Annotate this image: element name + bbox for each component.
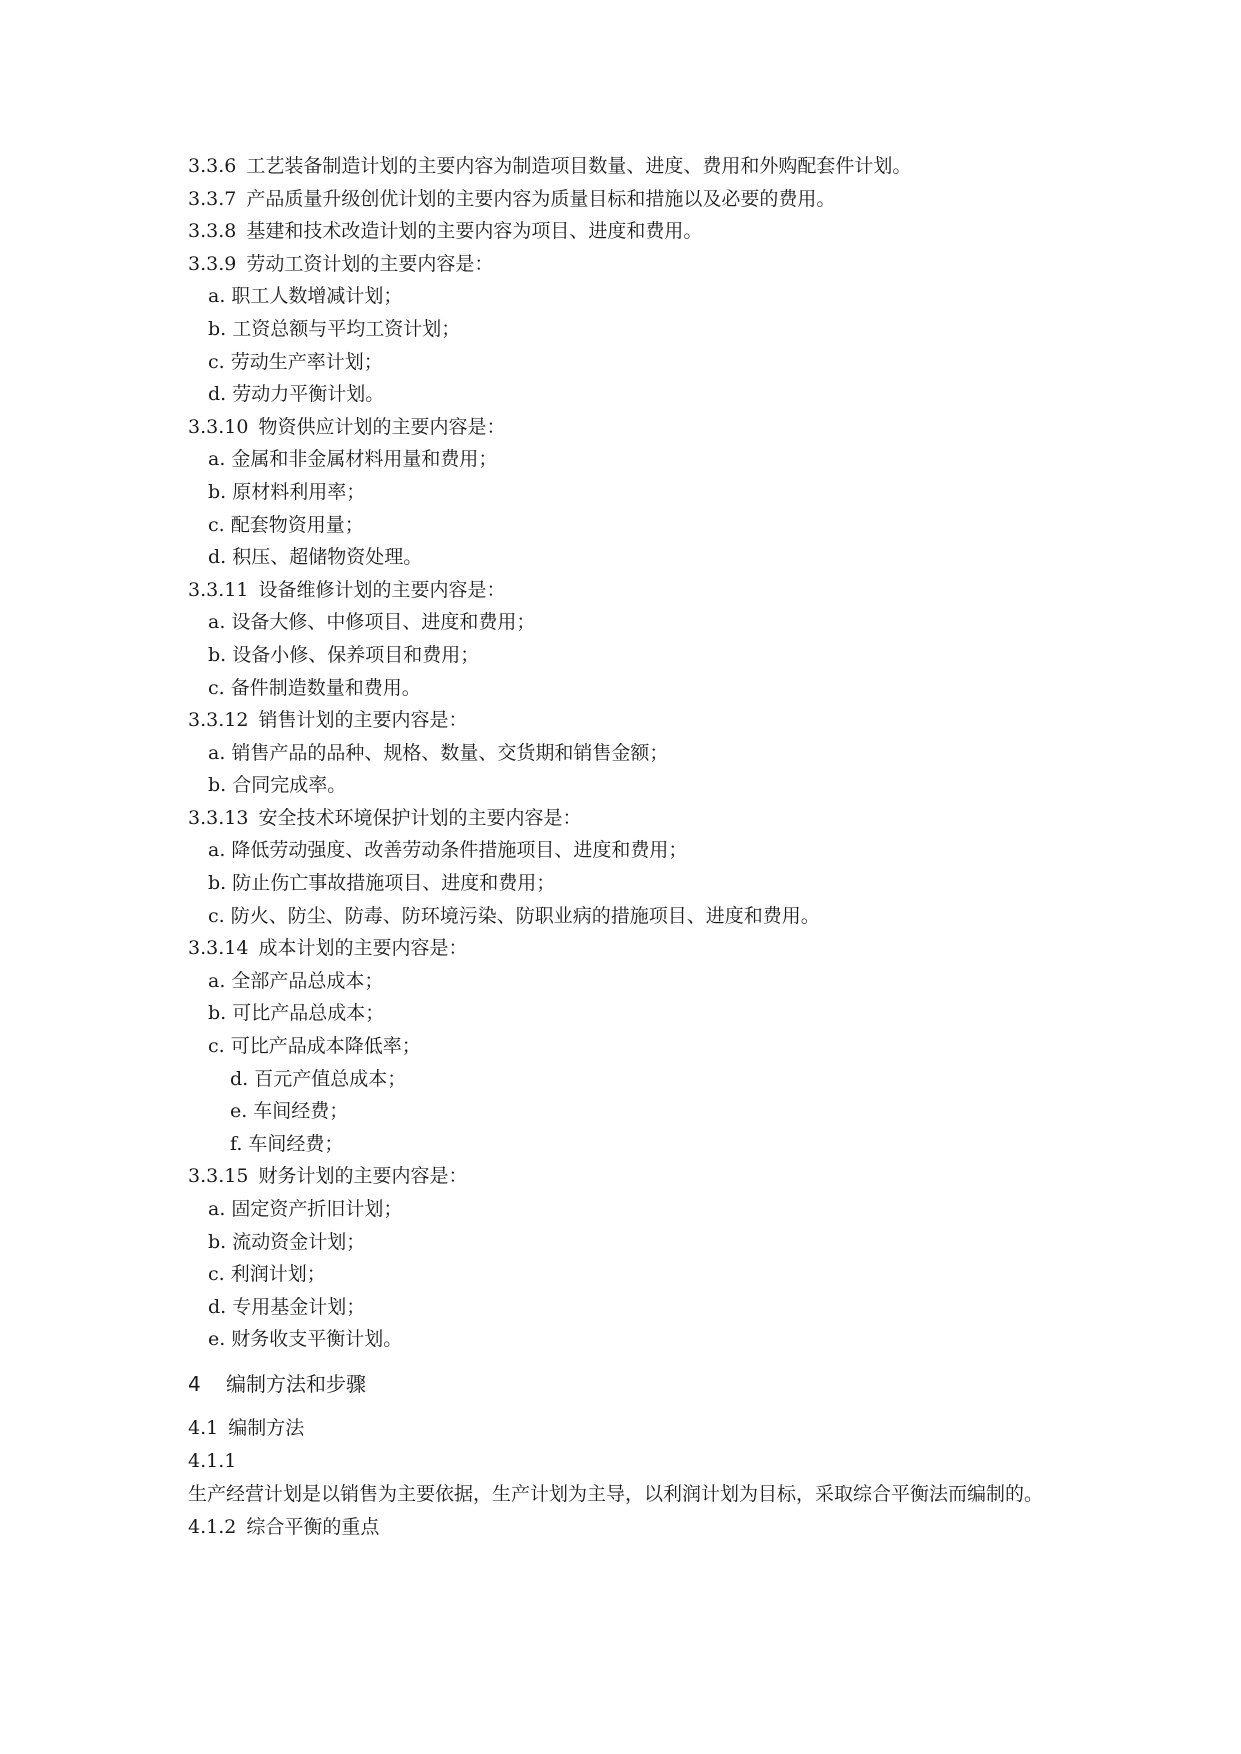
item-text: 利润计划； (230, 1263, 326, 1286)
item-label: b. (208, 480, 227, 503)
list-item (188, 1030, 1068, 1063)
clause-text: 基建和技术改造计划的主要内容为项目、进度和费用。 (246, 220, 703, 243)
item-label: a. (208, 285, 226, 308)
list-item (188, 378, 1068, 411)
list-item (188, 639, 1068, 672)
item-text: 工资总额与平均工资计划； (232, 317, 461, 340)
item-label: a. (208, 969, 226, 992)
list-item (188, 1095, 1068, 1128)
list-item (188, 672, 1068, 705)
clause-number: 3.3.8 (188, 220, 237, 243)
clause-text: 编制方法 (228, 1416, 305, 1439)
list-item (188, 1063, 1068, 1096)
item-label: d. (208, 383, 227, 406)
clause-number: 3.3.14 (188, 937, 249, 960)
list-item (188, 541, 1068, 574)
item-label: c. (208, 513, 225, 536)
item-text: 财务收支平衡计划。 (231, 1328, 403, 1351)
list-item (188, 1258, 1068, 1291)
item-text: 合同完成率。 (232, 774, 347, 797)
item-label: d. (230, 1067, 249, 1090)
document-body (188, 150, 1068, 1544)
clause-number: 3.3.12 (188, 709, 249, 732)
list-item (188, 1193, 1068, 1226)
clause-3-3-11 (188, 574, 1068, 607)
list-item (188, 1226, 1068, 1259)
item-text: 可比产品成本降低率； (230, 1035, 421, 1058)
item-label: a. (208, 448, 226, 471)
list-item (188, 900, 1068, 933)
clause-number: 4.1 (188, 1416, 219, 1439)
list-item (188, 313, 1068, 346)
item-text: 全部产品总成本； (231, 969, 384, 992)
clause-3-3-12 (188, 704, 1068, 737)
list-item (188, 346, 1068, 379)
item-text: 销售产品的品种、规格、数量、交货期和销售金额； (231, 741, 669, 764)
clause-number: 3.3.10 (188, 415, 249, 438)
section-heading-4 (188, 1366, 1068, 1402)
clause-3-3-10 (188, 411, 1068, 444)
item-label: b. (208, 1002, 227, 1025)
clause-3-3-13 (188, 802, 1068, 835)
clause-text: 销售计划的主要内容是： (258, 709, 468, 732)
list-item (188, 606, 1068, 639)
clause-number: 4.1.2 (188, 1516, 237, 1539)
clause-3-3-7 (188, 183, 1068, 216)
list-item (188, 997, 1068, 1030)
item-text: 原材料利用率； (232, 480, 366, 503)
subsection-heading-4-1 (188, 1412, 1068, 1445)
item-label: b. (208, 1230, 227, 1253)
clause-4-1-1-number (188, 1445, 1068, 1478)
item-label: c. (208, 1263, 225, 1286)
item-label: a. (208, 611, 226, 634)
item-label: c. (208, 350, 225, 373)
clause-3-3-15 (188, 1160, 1068, 1193)
clause-number: 3.3.13 (188, 806, 249, 829)
item-label: c. (208, 676, 225, 699)
clause-text: 劳动工资计划的主要内容是： (246, 252, 494, 275)
clause-number: 4.1.1 (188, 1449, 237, 1472)
clause-4-1-2 (188, 1511, 1068, 1544)
clause-text: 财务计划的主要内容是： (258, 1165, 468, 1188)
item-text: 备件制造数量和费用。 (230, 676, 421, 699)
item-text: 劳动力平衡计划。 (232, 383, 385, 406)
item-label: b. (208, 774, 227, 797)
clause-3-3-6 (188, 150, 1068, 183)
item-text: 配套物资用量； (230, 513, 364, 536)
item-label: e. (230, 1100, 248, 1123)
clause-number: 3.3.9 (188, 252, 237, 275)
item-label: a. (208, 1198, 226, 1220)
item-text: 职工人数增减计划； (231, 285, 403, 308)
clause-text: 成本计划的主要内容是： (258, 937, 468, 960)
clause-text: 综合平衡的重点 (246, 1516, 380, 1539)
clause-text: 物资供应计划的主要内容是： (258, 415, 506, 438)
item-text: 劳动生产率计划； (230, 350, 383, 373)
list-item (188, 509, 1068, 542)
item-label: f. (230, 1132, 243, 1155)
item-text: 车间经费； (248, 1132, 344, 1155)
item-text: 可比产品总成本； (232, 1002, 385, 1025)
list-item (188, 1128, 1068, 1161)
paragraph-4-1-1: 生产经营计划是以销售为主要依据，生产计划为主导，以利润计划为目标，采取综合平衡法而编制的。 (188, 1483, 1044, 1506)
clause-text: 产品质量升级创优计划的主要内容为质量目标和措施以及必要的费用。 (246, 187, 836, 210)
item-label: a. (208, 741, 226, 764)
item-text: 流动资金计划； (232, 1230, 366, 1253)
item-label: d. (208, 1295, 227, 1318)
list-item (188, 834, 1068, 867)
clause-text: 安全技术环境保护计划的主要内容是： (258, 806, 582, 829)
section-title: 编制方法和步骤 (226, 1371, 366, 1396)
clause-text: 工艺装备制造计划的主要内容为制造项目数量、进度、费用和外购配套件计划。 (246, 155, 912, 177)
clause-text: 设备维修计划的主要内容是： (258, 578, 506, 601)
list-item (188, 737, 1068, 770)
item-label: c. (208, 1035, 225, 1058)
list-item (188, 769, 1068, 802)
item-text: 车间经费； (253, 1100, 349, 1123)
item-label: c. (208, 904, 225, 927)
item-label: b. (208, 643, 227, 666)
item-text: 降低劳动强度、改善劳动条件措施项目、进度和费用； (231, 839, 688, 862)
list-item (188, 965, 1068, 998)
list-item (188, 1291, 1068, 1324)
item-text: 防火、防尘、防毒、防环境污染、防职业病的措施项目、进度和费用。 (230, 904, 820, 927)
item-text: 百元产值总成本； (254, 1067, 407, 1090)
item-label: b. (208, 317, 227, 340)
item-label: b. (208, 872, 227, 895)
clause-3-3-9 (188, 248, 1068, 281)
list-item (188, 443, 1068, 476)
item-text: 固定资产折旧计划； (231, 1198, 403, 1220)
item-label: d. (208, 546, 227, 569)
list-item (188, 476, 1068, 509)
list-item (188, 280, 1068, 313)
list-item (188, 1323, 1068, 1356)
item-label: a. (208, 839, 226, 862)
clause-3-3-14 (188, 932, 1068, 965)
item-text: 积压、超储物资处理。 (232, 546, 423, 569)
item-text: 设备大修、中修项目、进度和费用； (231, 611, 536, 634)
item-text: 金属和非金属材料用量和费用； (231, 448, 498, 471)
list-item (188, 867, 1068, 900)
clause-number: 3.3.11 (188, 578, 249, 601)
clause-number: 3.3.15 (188, 1165, 249, 1188)
clause-3-3-8 (188, 215, 1068, 248)
item-label: e. (208, 1328, 226, 1351)
clause-number: 3.3.7 (188, 187, 237, 210)
item-text: 防止伤亡事故措施项目、进度和费用； (232, 872, 556, 895)
clause-number: 3.3.6 (188, 155, 237, 177)
section-number: 4 (188, 1371, 201, 1396)
item-text: 专用基金计划； (232, 1295, 366, 1318)
item-text: 设备小修、保养项目和费用； (232, 643, 480, 666)
